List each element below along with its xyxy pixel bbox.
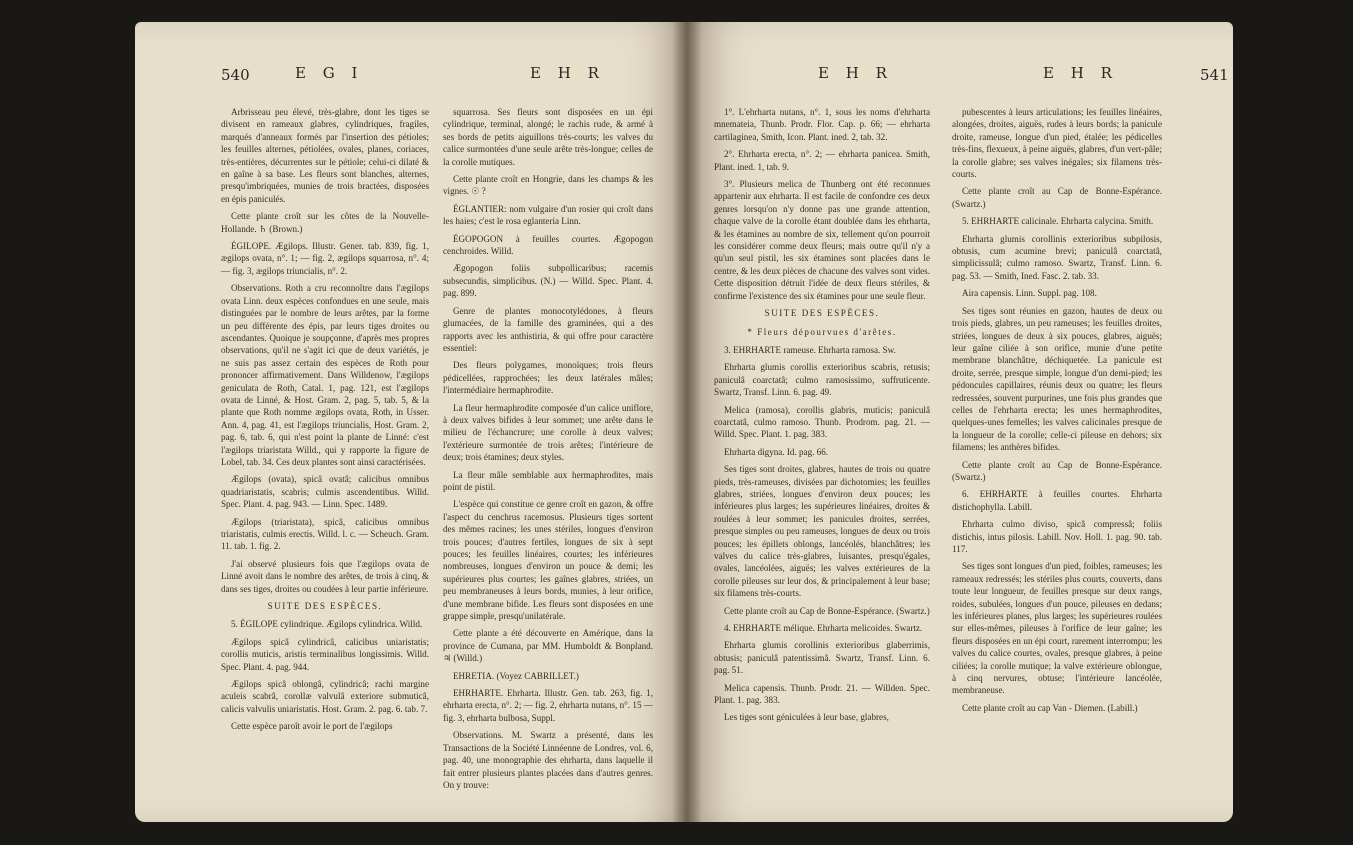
- paragraph: 5. ÉGILOPE cylindrique. Ægilops cylindrica. Willd.: [231, 619, 423, 630]
- paragraph: Melica (ramosa), corollis glabris, muticis; paniculâ coarctatâ, culmo ramoso. Thunb. Prodrom. pag. 21. — Willd. Spec. Plant. 1. pag. 383.: [714, 404, 930, 440]
- paragraph: 3°. Plusieurs melica de Thunberg ont été reconnues appartenir aux ehrharta. Il est facile de confondre ces deux genres lorsqu'on n'y donne pas une grande attention, chaque valve de la corolle étant doublée dans les ehrharta, & les étamines au nombre de six, tellement qu'on pourroit les considérer comme deux fleurs; mais outre qu'il n'y a qu'un seul pistil, les six étamines sont placées dans le centre, & les deux pièces de chacune des valves sont vides. Cette disposition détruit l'idée de deux fleurs stériles, & confirme l'existence des six étamines pour une seule fleur.: [714, 179, 930, 301]
- paragraph: La fleur mâle semblable aux hermaphrodites, mais point de pistil.: [443, 469, 653, 492]
- paragraph: ÉGLANTIER: nom vulgaire d'un rosier qui croît dans les haies; c'est le rosa eglanteria Linn.: [443, 203, 653, 227]
- paragraph: Genre de plantes monocotylédones, à fleurs glumacées, de la famille des graminées, qui a des rapports avec les anthistiria, & qui offre pour caractère essentiel:: [443, 305, 653, 353]
- paragraph: ÉGILOPE. Ægilops. Illustr. Gener. tab. 839, fig. 1, ægilops ovata, n°. 1; — fig. 2, ægilops squarrosa, n°. 4; — fig. 3, ægilops triuncialis, n°. 2.: [221, 241, 429, 276]
- page-number: 541: [1200, 66, 1229, 84]
- paragraph: Cette plante croît en Hongrie, dans les champs & les vignes. ☉ ?: [443, 174, 653, 197]
- running-head-right: E H R: [530, 64, 605, 82]
- paragraph: 1°. L'ehrharta nutans, n°. 1, sous les noms d'ehrharta mnemateia, Thunb. Prodr. Flor. Cap. p. 66; — ehrharta cartilaginea, Smith, Icon. Plant. ined. 2, tab. 32.: [714, 107, 930, 142]
- paragraph: Cette plante croît au Cap de Bonne-Espérance. (Swartz.): [724, 605, 930, 616]
- paragraph: 2°. Ehrharta erecta, n°. 2; — ehrharta panicea. Smith, Plant. ined. 1, tab. 9.: [714, 149, 930, 172]
- paragraph: Melica capensis. Thunb. Prodr. 21. — Willden. Spec. Plant. 1. pag. 383.: [714, 682, 930, 706]
- paragraph: Ehrharta glumis corollis exterioribus scabris, retusis; paniculâ coarctatâ; culmo ramosissimo, suffruticente. Swartz, Transf. Linn. 6. pag. 49.: [714, 362, 930, 398]
- left-column-2: [443, 106, 653, 796]
- paragraph: Ses tiges sont longues d'un pied, foibles, rameuses; les rameaux redressés; les stériles plus courts, couverts, dans toute leur longueur, de feuilles presque sur deux rangs, roides, subulées, longues d'un pouce, pileuses en dedans; les inférieures planes, plus larges; les supérieures roulées sur elles-mêmes, pileuses à l'orifice de leur gaîne; les fleurs disposées en un épi court, rarement interrompu; les valves du calice courtes, ovales, presque glabres, à peine ciliées; la corolle mutique; la valve extérieure oblongue, à cinq nervures, obtuse; l'intérieure lancéolée, membraneuse.: [952, 561, 1162, 696]
- paragraph: squarrosa. Ses fleurs sont disposées en un épi cylindrique, terminal, alongé; le rachis rude, & armé à ses bords de petits aiguillons très-courts; les valves du calice surmontées d'une seule arête très-longue; celles de la corolle mutiques.: [443, 107, 653, 167]
- paragraph: Cette plante croît sur les côtes de la Nouvelle-Hollande. ♄ (Brown.): [221, 211, 429, 234]
- paragraph: SUITE DES ESPÈCES.: [764, 308, 880, 319]
- paragraph: Arbrisseau peu élevé, très-glabre, dont les tiges se divisent en rameaux glabres, cylindriques, fragiles, marqués d'anneaux formés par l'insertion des pétioles; les feuilles alternes, pétiolées, ovales, planes, coriaces, très-entières, décurrentes sur le pétiole; celui-ci dilaté & en gaîne à sa base. Les fleurs sont blanches, alternes, presqu'imbriquées, munies de trois bractées, disposées en épis paniculés.: [221, 107, 429, 204]
- paragraph: Ægilops (ovata), spicâ ovatâ; calicibus omnibus quadriaristatis, scabris; culmis ascendentibus. Willd. Spec. Plant. 4. pag. 943. — Linn. Spec. 1489.: [221, 474, 429, 510]
- paragraph: ÉGOPOGON à feuilles courtes. Ægopogon cenchroides. Willd.: [443, 233, 653, 257]
- paragraph: La fleur hermaphrodite composée d'un calice uniflore, à deux valves bifides à leur sommet; une arête dans le milieu de l'échancrure; une corolle à deux valves; l'extérieure surmontée de trois arêtes; l'intérieure de deux; trois étamines; deux styles.: [443, 402, 653, 463]
- right-page: [688, 22, 1233, 822]
- paragraph: Observations. M. Swartz a présenté, dans les Transactions de la Société Linnéenne de Londres, vol. 6, pag. 40, une monographie des ehrharta, dans laquelle il fait entrer plusieurs plantes placées dans d'autres genres. On y trouve:: [443, 730, 653, 790]
- paragraph: Les tiges sont géniculées à leur base, glabres,: [724, 712, 889, 723]
- paragraph: Ægilops spicâ cylindricâ, calicibus uniaristatis; corollis muticis, aristis terminalibus longissimis. Willd. Spec. Plant. 4. pag. 944.: [221, 636, 429, 672]
- paragraph: Ses tiges sont droites, glabres, hautes de trois ou quatre pieds, très-rameuses, divisées par dichotomies; les feuilles glabres, striées, longues d'environ deux pouces; les inférieures plus larges; les supérieures linéaires, droites & roulées à leur sommet; les panicules droites, serrées, presque simples ou peu rameuses, longues de deux ou trois pouces; les épillets oblongs, lancéolés, blanchâtres; les valves du calice très-glabres, luisantes, presqu'égales, ovales, lancéolées, aiguës; les valves extérieures de la corolle pileuses sur leur dos, & principalement à leur base; six filamens très-courts.: [714, 464, 930, 599]
- paragraph: Aira capensis. Linn. Suppl. pag. 108.: [962, 288, 1097, 299]
- page-number: 540: [221, 66, 250, 84]
- paragraph: 4. EHRHARTE mélique. Ehrharta melicoides. Swartz.: [724, 623, 923, 634]
- running-head-right: E H R: [1043, 64, 1118, 82]
- paragraph: Des fleurs polygames, monoïques; trois fleurs pédicellées, rapprochées; les deux latérales mâles; l'intermédiaire hermaphrodite.: [443, 360, 653, 396]
- paragraph: pubescentes à leurs articulations; les feuilles linéaires, alongées, droites, aiguës, rudes à leurs bords; la panicule droite, rameuse, longue d'un pied, étalée; les pédicelles très-fins, flexueux, à peine aiguës, glabres, d'un vert-pâle; la corolle glabre; ses valves inégales; six filamens très-courts.: [952, 107, 1162, 180]
- left-column-1: [221, 106, 429, 738]
- paragraph: EHRHARTE. Ehrharta. Illustr. Gen. tab. 263, fig. 1, ehrharta erecta, n°. 2; — fig. 2, ehrharta nutans, n°. 15 — fig. 3, ehrharta bulbosa, Suppl.: [443, 688, 653, 723]
- paragraph: 6. EHRHARTE à feuilles courtes. Ehrharta distichophylla. Labill.: [952, 489, 1162, 512]
- paragraph: Ehrharta glumis corollinis exterioribus subpilosis, obtusis, cum acumine brevi; paniculâ coarctatâ, simplicissulâ; culmo ramoso. Swartz, Transf. Linn. 6. pag. 53. — Smith, Ined. Fasc. 2. tab. 33.: [952, 233, 1162, 281]
- paragraph: Ægopogon foliis subpollicaribus; racemis subsecundis, simplicibus. (N.) — Willd. Spec. Plant. 4. pag. 899.: [443, 263, 653, 299]
- right-column-1: [714, 106, 930, 729]
- running-head-left: E G I: [295, 64, 364, 82]
- running-head-left: E H R: [818, 64, 893, 82]
- paragraph: SUITE DES ESPÈCES.: [267, 601, 383, 612]
- paragraph: EHRETIA. (Voyez CABRILLET.): [453, 670, 579, 681]
- book-gutter: [672, 22, 702, 822]
- paragraph: Ehrharta glumis corollinis exterioribus glaberrimis, obtusis; paniculâ patentissimâ. Swartz, Transf. Linn. 6. pag. 51.: [714, 640, 930, 676]
- paragraph: J'ai observé plusieurs fois que l'ægilops ovata de Linné avoit dans le nombre des arêtes, de trois à cinq, & dans ses tiges, droites ou coudées à leur partie inférieure.: [221, 558, 429, 594]
- paragraph: Cette plante croît au cap Van - Diemen. (Labill.): [962, 702, 1138, 713]
- paragraph: Ehrharta culmo diviso, spicâ compressâ; foliis distichis, intus pilosis. Labill. Nov. Holl. 1. pag. 90. tab. 117.: [952, 519, 1162, 554]
- paragraph: L'espèce qui constitue ce genre croît en gazon, & offre l'aspect du cenchrus racemosus. Plusieurs tiges sortent des mêmes racines; les unes stériles, longues d'environ trois pouces; d'autres fertiles, longues de six à sept pouces; les feuilles linéaires, courtes; les inférieures nombreuses, longues d'environ un pouce & demi; les supérieures plus courtes; les gaînes glabres, striées, un peu membraneuses à leurs bords, munies, à leur orifice, d'une membrane bifide. Les fleurs sont disposées en une grappe simple, presqu'unilatérale.: [443, 499, 653, 622]
- paragraph: * Fleurs dépourvues d'arêtes.: [747, 326, 897, 337]
- right-column-2: [952, 106, 1162, 719]
- paragraph: Cette plante croît au Cap de Bonne-Espérance. (Swartz.): [952, 186, 1162, 209]
- paragraph: Cette plante a été découverte en Amérique, dans la province de Cumana, par MM. Humboldt & Bonpland. ♃ (Willd.): [443, 628, 653, 664]
- paragraph: Ehrharta digyna. Id. pag. 66.: [724, 446, 829, 457]
- left-page: [135, 22, 688, 822]
- paragraph: 5. EHRHARTE calicinale. Ehrharta calycina. Smith.: [962, 216, 1154, 227]
- paragraph: Ægilops (triaristata), spicâ, calicibus omnibus triaristatis, culmis erectis. Willd. l. c. — Scheuch. Gram. 11. tab. 1. fig. 2.: [221, 516, 429, 552]
- paragraph: Ægilops spicâ oblongâ, cylindricâ; rachi margine aculeis scabrâ, corollæ valvulâ exteriore submuticâ, calicis valvulis uniaristatis. Host. Gram. 2. pag. 6. tab. 7.: [221, 679, 429, 714]
- paragraph: 3. EHRHARTE rameuse. Ehrharta ramosa. Sw.: [724, 344, 896, 355]
- paragraph: Observations. Roth a cru reconnoître dans l'ægilops ovata Linn. deux espèces confondues en une seule, mais distinguées par le nombre de leurs arêtes, par la forme un peu différente des épis, par leurs tiges droites ou ascendantes. Quoique je soupçonne, d'après mes propres observations, qu'il ne s'agit ici que de deux variétés, je ne suis pas assez certain des espèces de Roth pour prononcer affirmativement. Dans Willdenow, l'ægilops geniculata de Roth, Catal. 1, pag. 121, est l'ægilops ovata de Linné, & Host. Gram. 2, pag. 5, tab. 5, & la plante que Roth nomme ægilops ovata, Roth, in Usser. Ann. 4, pag. 41, est l'ægilops triuncialis, Host. Gram. 2, pag. 6, tab. 6, qui n'est point la plante de Linné: c'est l'ægilops triaristata Willd., qui y rapporte la figure de Lobel, tab. 34. Ces deux plantes sont ainsi caractérisées.: [221, 283, 429, 467]
- paragraph: Ses tiges sont réunies en gazon, hautes de deux ou trois pieds, glabres, un peu rameuses; les feuilles droites, striées, longues de deux à six pouces, glabres, aiguës; leur gaîne ciliée à son orifice, munie d'une petite membrane blanchâtre, déchiquetée. La panicule est droite, serrée, presque simple, longue d'un demi-pied; les pédoncules capillaires, réunis deux ou quatre; les fleurs redressées, souvent purpurines, une fois plus grandes que celles de l'ehrharta erecta; les unes hermaphrodites, quelques-unes femelles; les valves calicinales presque de la longueur de la corolle; celle-ci pileuse en dehors; six filamens; les anthères bifides.: [952, 305, 1162, 453]
- paragraph: Cette plante croît au Cap de Bonne-Espérance. (Swartz.): [952, 459, 1162, 482]
- paragraph: Cette espèce paroît avoir le port de l'ægilops: [231, 721, 393, 732]
